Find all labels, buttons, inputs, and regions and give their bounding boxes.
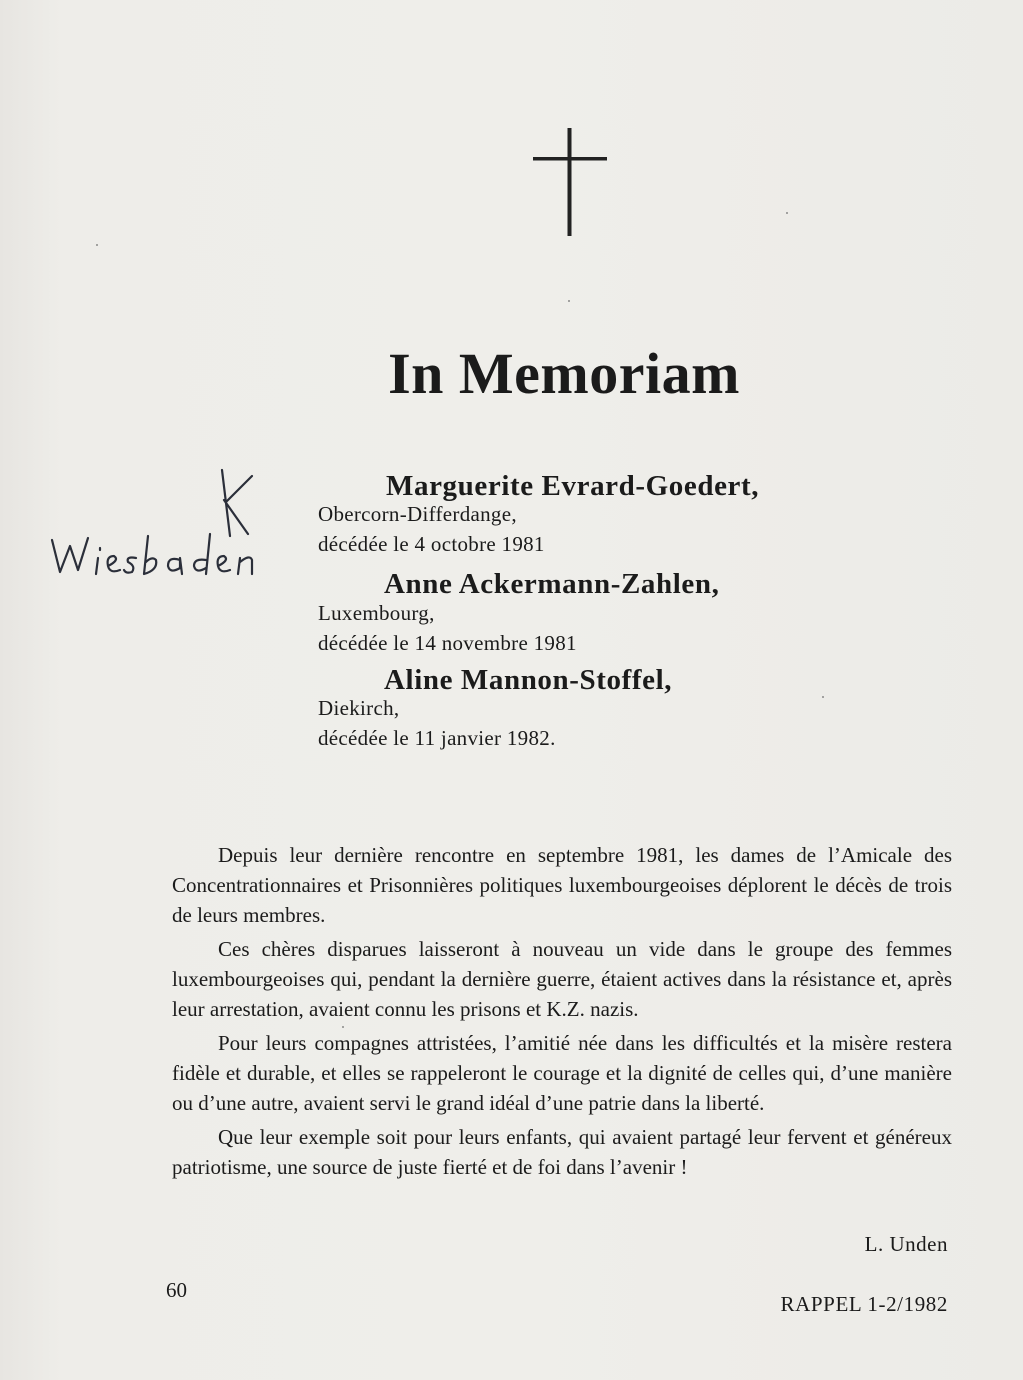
paragraph: Que leur exemple soit pour leurs enfants, qui avaient partagé leur fervent et généreux patriotisme, une source de juste fierté et de foi dans l’avenir ! — [172, 1125, 952, 1179]
journal-reference: RAPPEL 1-2/1982 — [780, 1292, 948, 1316]
page-number: 60 — [166, 1278, 187, 1302]
deceased-name: Marguerite Evrard-Goedert, — [386, 470, 760, 502]
cross-icon — [533, 128, 607, 236]
handwritten-annotation — [40, 462, 300, 592]
paragraph: Pour leurs compagnes attristées, l’amitié née dans les difficultés et la misère restera fidèle et durable, et elles se rappeleront le courage et la dignité de celles qui, d’une manière ou d’une autre, avaient servi le grand idéal d’une patrie dans la liberté. — [172, 1031, 952, 1115]
deceased-date: décédée le 14 novembre 1981 — [318, 631, 577, 655]
deceased-place: Luxembourg, — [318, 601, 435, 625]
author-signature: L. Unden — [864, 1232, 948, 1256]
paper-speck — [568, 300, 570, 302]
body-text — [172, 840, 952, 1186]
paper-speck — [786, 212, 788, 214]
paper-speck — [822, 696, 824, 698]
paragraph: Depuis leur dernière rencontre en septembre 1981, les dames de l’Amicale des Concentrationnaires et Prisonnières politiques luxembourgeoises déplorent le décès de trois de leurs membres. — [172, 843, 952, 927]
deceased-date: décédée le 4 octobre 1981 — [318, 532, 545, 556]
deceased-place: Obercorn-Differdange, — [318, 502, 517, 526]
deceased-place: Diekirch, — [318, 696, 400, 720]
paper-speck — [96, 244, 98, 246]
deceased-name: Aline Mannon-Stoffel, — [384, 664, 673, 696]
deceased-name: Anne Ackermann-Zahlen, — [384, 568, 720, 600]
page-title: In Memoriam — [388, 341, 740, 406]
paper-speck — [342, 1026, 344, 1028]
paragraph: Ces chères disparues laisseront à nouveau un vide dans le groupe des femmes luxembourgeoises qui, pendant la dernière guerre, étaient actives dans la résistance et, après leur arrestation, avaient connu les prisons et K.Z. nazis. — [172, 937, 952, 1021]
deceased-date: décédée le 11 janvier 1982. — [318, 726, 556, 750]
